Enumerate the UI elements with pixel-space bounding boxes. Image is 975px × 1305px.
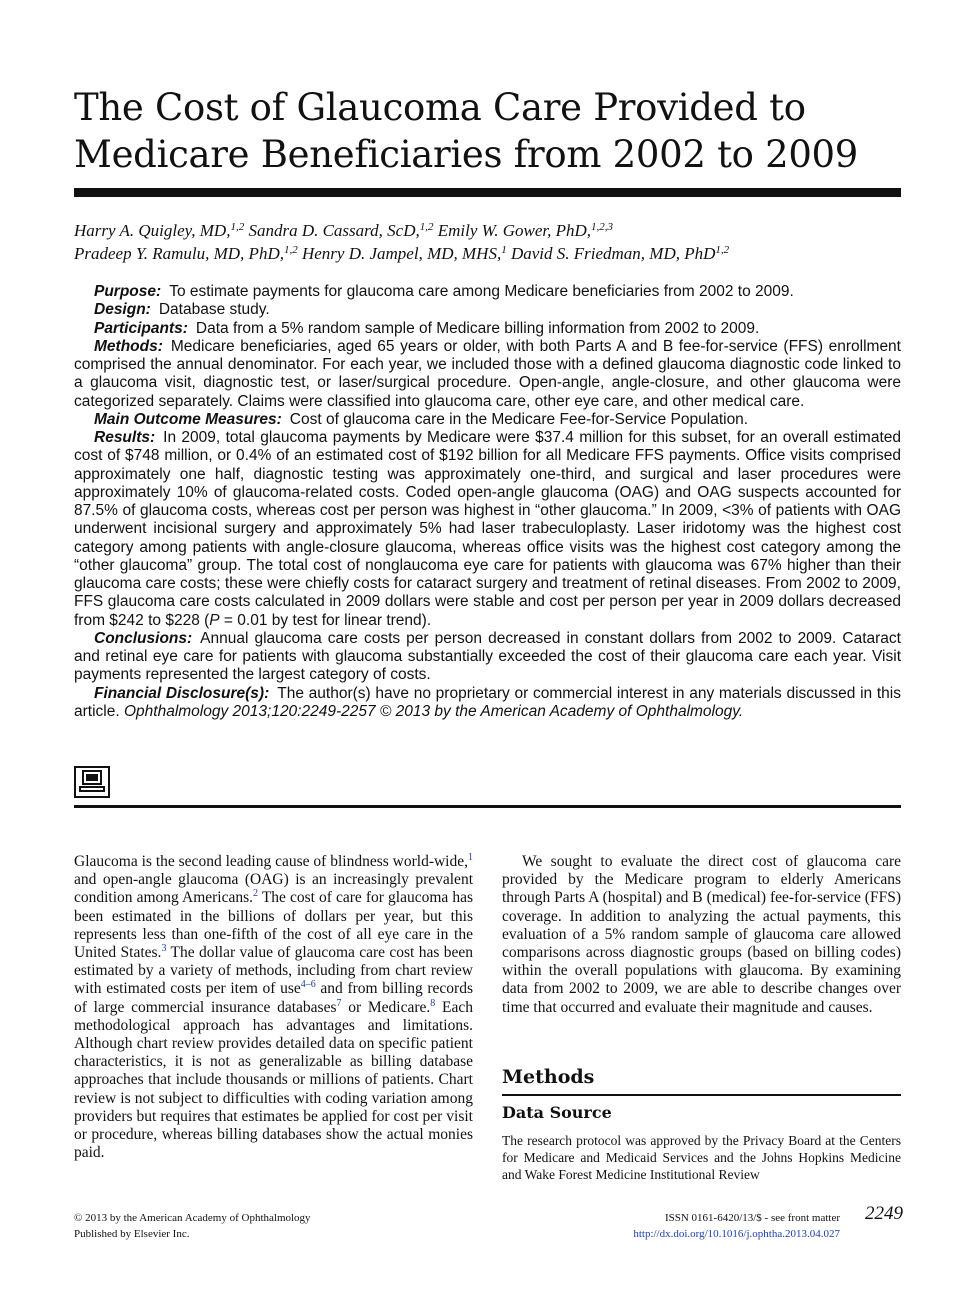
citation-ref[interactable]: 3 <box>161 943 167 955</box>
author-name: David S. Friedman, MD, PhD <box>510 244 716 263</box>
design-text: Database study. <box>158 301 270 319</box>
footer-publisher: Published by Elsevier Inc. <box>74 1228 190 1240</box>
methods-heading: Methods <box>502 1066 595 1088</box>
article-title <box>74 84 904 178</box>
citation-ref[interactable]: 7 <box>336 997 342 1009</box>
text-run: and open-angle glaucoma (OAG) is an increasingly prevalent condition among Americans. <box>74 871 473 907</box>
author-affiliation: 1,2 <box>419 221 434 233</box>
disclosure-text: The author(s) have no proprietary or commercial interest in any materials discussed in this article. <box>74 684 901 720</box>
author-name: Sandra D. Cassard, ScD, <box>248 221 420 240</box>
results-text: In 2009, total glaucoma payments by Medicare were $37.4 million for this subset, for an overall estimated cost of $748 million, or 0.4% of an estimated cost of $192 billion for all Medicare FFS payments. Office visits comprised approximately one half, diagnostic testing was approximately one-third, and surgical and laser procedures were approximately 10% of glaucoma-related costs. Coded open-angle glaucoma (OAG) and OAG suspects accounted for 87.5% of glaucoma costs, whereas cost per person was highest in “other glaucoma.” In 2009, <3% of patients with OAG underwent incisional surgery and approximately 5% had laser trabeculoplasty. Laser iridotomy was the highest cost category among patients with angle-closure glaucoma, whereas office visits was the highest cost category among the “other glaucoma” group. The total cost of nonglaucoma eye care for patients with glaucoma was 67% higher than their glaucoma care costs; these were chiefly costs for cataract surgery and treatment of retinal diseases. From 2002 to 2009, FFS glaucoma care costs calculated in 2009 dollars were stable and cost per person per year in 2009 dollars decreased from $242 to $228 ( <box>74 429 901 629</box>
data-source-body <box>502 1132 901 1183</box>
text-run: Glaucoma is the second leading cause of blindness world-wide, <box>74 853 468 870</box>
abstract-participants <box>74 320 901 338</box>
footer-right <box>570 1210 840 1242</box>
abstract-disclosure <box>74 685 901 722</box>
methods-rule <box>502 1094 901 1096</box>
abstract <box>74 283 901 721</box>
author-affiliation: 1,2 <box>230 221 245 233</box>
methods-text: Medicare beneficiaries, aged 65 years or older, with both Parts A and B fee-for-service (FFS) enrollment comprised the annual denominator. For each year, we included those with a defined glaucoma diagnostic code linked to a glaucoma visit, diagnostic test, or laser/surgical procedure. Open-angle, angle-closure, and other glaucoma were categorized separately. Claims were classified into glaucoma care, other eye care, and other medical care. <box>74 337 901 410</box>
author-list <box>74 219 904 265</box>
author-affiliation: 1,2 <box>283 244 298 256</box>
author-affiliation: 1,2 <box>715 244 730 256</box>
author-name: Emily W. Gower, PhD, <box>437 221 592 240</box>
footer-issn: ISSN 0161-6420/13/$ - see front matter <box>664 1212 840 1224</box>
page-number: 2249 <box>865 1203 903 1224</box>
text-run: and from billing records of large commercial insurance databases <box>74 980 473 1016</box>
doi-link[interactable]: http://dx.doi.org/10.1016/j.ophtha.2013.04.027 <box>633 1228 840 1240</box>
author-name: Harry A. Quigley, MD, <box>74 221 231 240</box>
citation-ref[interactable]: 2 <box>253 888 259 900</box>
footer-copyright: © 2013 by the American Academy of Ophthalmology <box>74 1212 311 1224</box>
abstract-methods <box>74 338 901 411</box>
aim-paragraph: We sought to evaluate the direct cost of glaucoma care provided by the Medicare program to elderly Americans through Parts A (hospital) and B (medical) fee-for-service (FFS) coverage. In addition to analyzing the actual payments, this evaluation of a 5% random sample of glaucoma care allowed comparisons across diagnostic groups (based on billing codes) within the overall populations with glaucoma. By examining data from 2002 to 2009, we are able to describe changes over time that occurred and evaluate their magnitude and causes. <box>502 853 901 1016</box>
citation-ref[interactable]: 4–6 <box>300 979 316 991</box>
results-p-symbol: P <box>209 611 220 629</box>
author-name: Pradeep Y. Ramulu, MD, PhD, <box>74 244 284 263</box>
title-line-1: The Cost of Glaucoma Care Provided to <box>74 86 806 129</box>
disclosure-label: Financial Disclosure(s): <box>94 684 270 702</box>
data-source-paragraph: The research protocol was approved by the Privacy Board at the Centers for Medicare and Medicaid Services and the Johns Hopkins Medicine and Wake Forest Medicine Institutional Review <box>502 1133 901 1182</box>
abstract-conclusions <box>74 630 901 685</box>
participants-label: Participants: <box>94 319 188 337</box>
results-text-end: = 0.01 by test for linear trend). <box>219 611 432 629</box>
text-run: Each methodological approach has advantages and limitations. Although chart review provides detailed data on specific patient characteristics, it is not as generalizable as billing database approaches that include thousands or millions of patients. Chart review is not subject to difficulties with coding variation among providers but requires that estimates be applied for cost per visit or procedure, whereas billing databases show the actual monies paid. <box>74 998 473 1162</box>
methods-label: Methods: <box>94 337 163 355</box>
outcome-label: Main Outcome Measures: <box>94 410 282 428</box>
author-affiliation: 1,2,3 <box>591 221 614 233</box>
abstract-outcome <box>74 411 901 429</box>
author-line-1 <box>74 219 904 242</box>
author-line-2 <box>74 242 904 265</box>
text-run: or Medicare. <box>341 998 431 1016</box>
footer-left <box>74 1210 311 1242</box>
body-column-left <box>74 853 473 1162</box>
purpose-label: Purpose: <box>94 283 162 300</box>
results-label: Results: <box>94 429 156 446</box>
computer-icon[interactable] <box>74 766 110 798</box>
participants-text: Data from a 5% random sample of Medicare billing information from 2002 to 2009. <box>195 319 760 337</box>
title-line-2: Medicare Beneficiaries from 2002 to 2009 <box>74 133 859 176</box>
citation-ref[interactable]: 8 <box>430 997 436 1009</box>
conclusions-label: Conclusions: <box>94 629 193 647</box>
author-affiliation: 1 <box>501 244 507 256</box>
design-label: Design: <box>94 301 151 319</box>
citation: Ophthalmology 2013;120:2249-2257 © 2013 by the American Academy of Ophthalmology. <box>123 702 744 720</box>
author-name: Henry D. Jampel, MD, MHS, <box>301 244 502 263</box>
conclusions-text: Annual glaucoma care costs per person decreased in constant dollars from 2002 to 2009. Cataract and retinal eye care for patients with glaucoma substantially exceeded the cost of their glaucoma care each year. Visit payments represented the largest category of costs. <box>74 629 901 684</box>
purpose-text: To estimate payments for glaucoma care among Medicare beneficiaries from 2002 to 2009. <box>169 283 794 300</box>
outcome-text: Cost of glaucoma care in the Medicare Fee-for-Service Population. <box>289 410 749 428</box>
abstract-purpose <box>74 283 901 301</box>
abstract-results <box>74 429 901 630</box>
data-source-heading: Data Source <box>502 1103 612 1122</box>
title-rule <box>74 188 901 197</box>
citation-ref[interactable]: 1 <box>468 852 473 863</box>
body-column-right <box>502 853 901 1017</box>
text-run: The cost of care for glaucoma has been estimated in the billions of dollars per year, but this represents less than one-fifth of the cost of all eye care in the United States. <box>74 889 473 962</box>
abstract-design <box>74 301 901 319</box>
intro-paragraph <box>74 853 473 1162</box>
abstract-rule <box>74 805 901 808</box>
text-run: The dollar value of glaucoma care cost has been estimated by a variety of methods, including from chart review with estimated costs per item of use <box>74 944 473 998</box>
